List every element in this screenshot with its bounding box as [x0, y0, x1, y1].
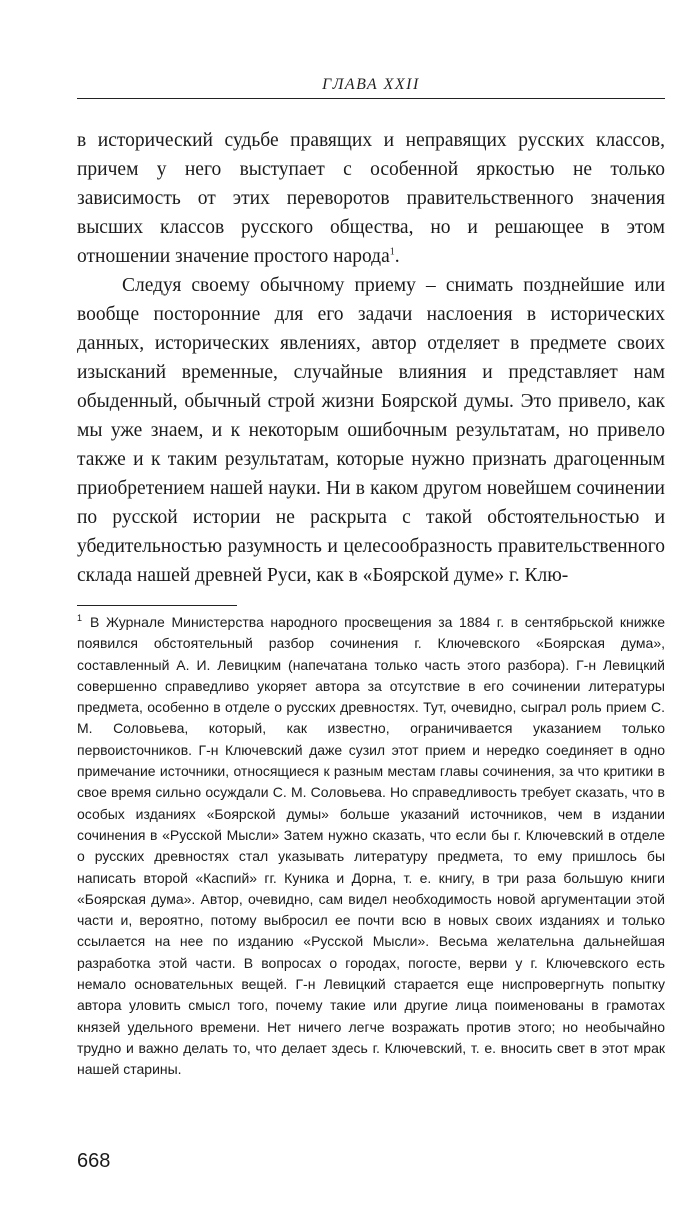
paragraph-2: Следуя своему обычному приему – снимать позднейшие или вообще посторонние для его задачи наслоения в исторических данных, исторических явлениях, автор отделяет в предмете своих изысканий временные, случайные влияния и представляет нам обыденный, обычный строй жизни Боярской думы. Это привело, как мы уже знаем, и к некоторым ошибочным результатам, но привело также и к таким результатам, которые нужно признать драгоценным приобретением нашей науки. Ни в каком другом новейшем сочинении по русской истории не раскрыта с такой обстоятельностью и убедительностью разумность и целесообразность правительственного склада нашей древней Руси, как в «Боярской думе» г. Клю- [77, 275, 665, 586]
running-header: ГЛАВА XXII [322, 76, 420, 93]
footnote-reference[interactable]: 1 [389, 246, 395, 258]
footnote-paragraph [77, 612, 665, 1081]
footnote [77, 612, 665, 1081]
header-rule [77, 98, 665, 99]
paragraph-1 [77, 126, 665, 271]
main-text [77, 126, 665, 590]
footnote-rule [77, 605, 237, 606]
page-number: 668 [77, 1150, 111, 1172]
footnote-text: В Журнале Министерства народного просвещения за 1884 г. в сентябрьской книжке появился обстоятельный разбор сочинения г. Ключевского «Боярская дума», составленный А. И. Левицким (напечатана только часть этого разбора). Г-н Левицкий совершенно справедливо укоряет автора за отсутствие в его сочинении литературы предмета, особенно в отделе о русских древностях. Тут, очевидно, сыграл роль прием С. М. Соловьева, который, как известно, ограничивается указанием только первоисточников. Г-н Ключевский даже сузил этот прием и нередко соединяет в одно примечание источники, относящиеся к разным местам главы сочинения, за что критики в свое время сильно осуждали С. М. Соловьева. Но справедливость требует сказать, что в особых изданиях «Боярской думы» больше указаний источников, чем в издании сочинения в «Русской Мысли» Затем нужно сказать, что если бы г. Ключевский в отделе о русских древностях стал указывать литературу предмета, то ему пришлось бы написать второй «Каспий» гг. Куника и Дорна, т. е. книгу, в три раза большую книги «Боярская дума». Автор, очевидно, сам видел необходимость новой аргументации этой части и, вероятно, потому выбросил ее почти всю в новых своих изданиях и только ссылается на нее по изданию «Русской Мысли». Весьма желательна дальнейшая разработка этой части. В вопросах о городах, погосте, верви у г. Ключевского есть немало основательных вещей. Г-н Левицкий старается еще ниспровергнуть попытку автора уловить смысл того, почему такие или другие лица поименованы в грамотах князей удельного времени. Нет ничего легче возражать против этого; но необычайно трудно и важно делать то, что делает здесь г. Ключевский, т. е. вносить свет в этот мрак нашей старины. [77, 614, 665, 1078]
paragraph-1-text: в исторический судьбе правящих и неправящих русских классов, причем у него выступает с особенной яркостью не только зависимость от этих переворотов правительственного значения высших классов русского общества, но и решающее в этом отношении значение простого народа [77, 130, 665, 267]
paragraph-1-end: . [394, 246, 400, 267]
footnote-marker: 1 [77, 613, 83, 624]
